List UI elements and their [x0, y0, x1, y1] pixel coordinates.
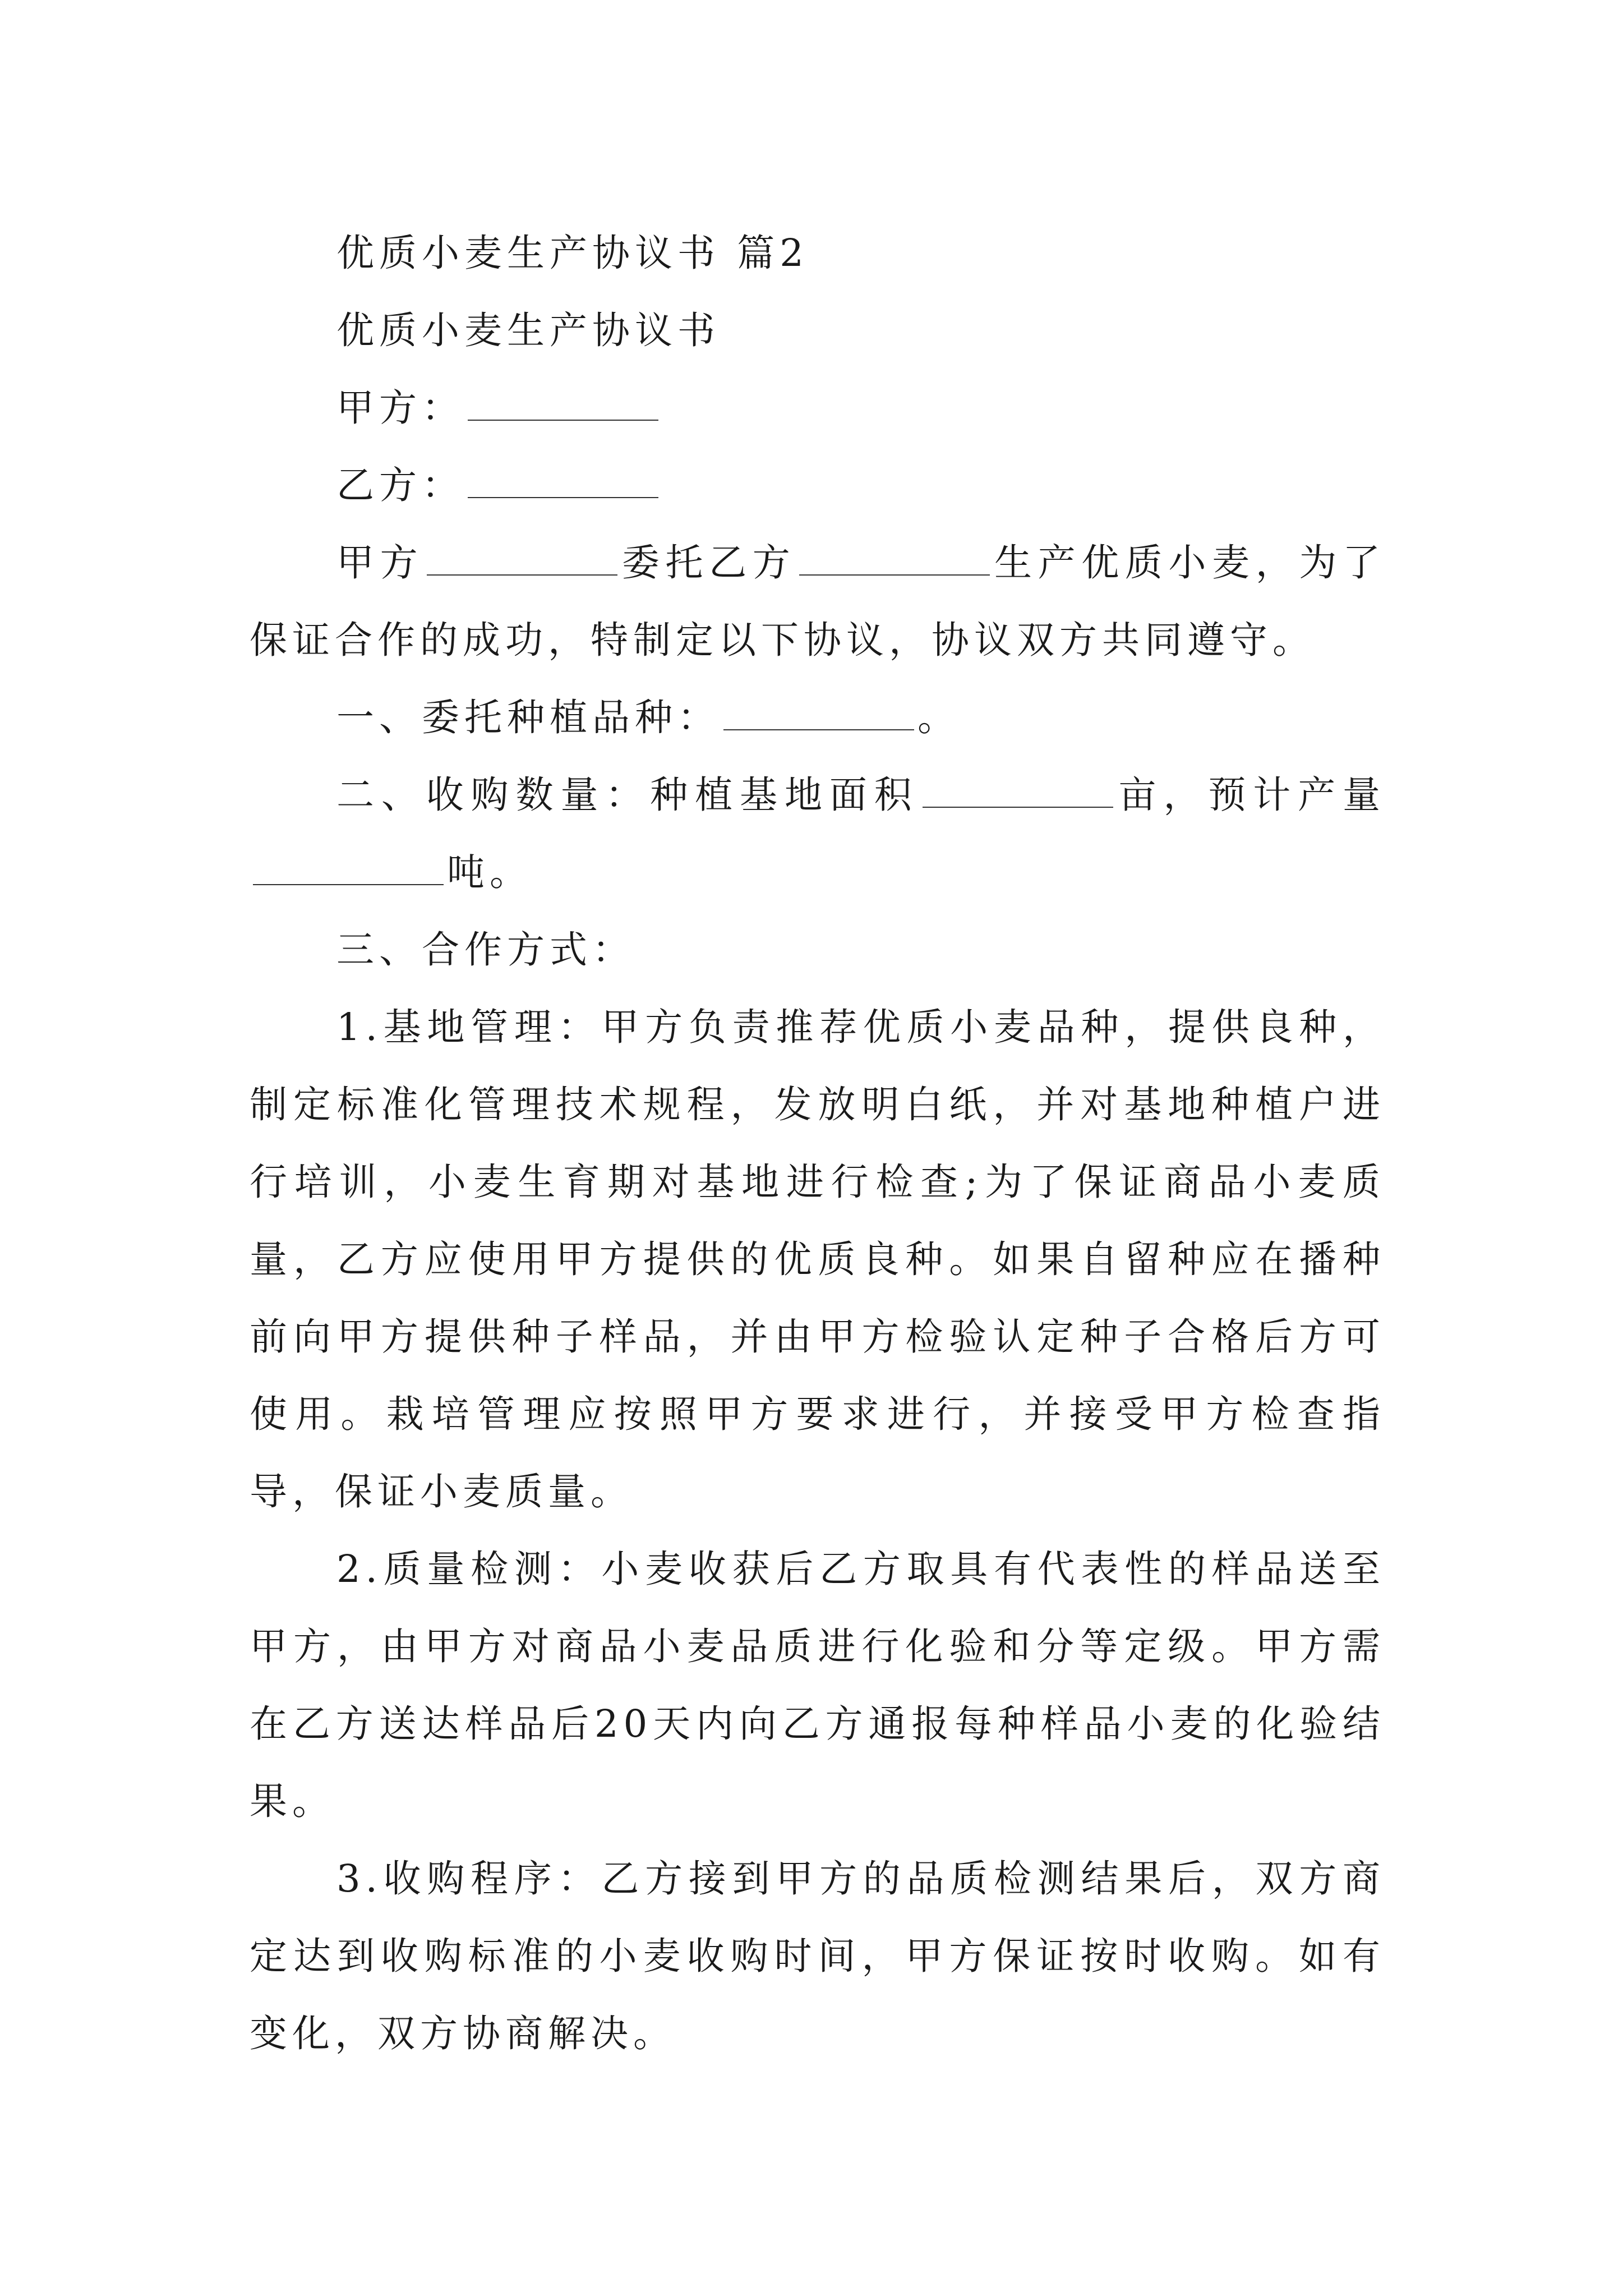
clause-purchase-procedure: 3.收购程序：乙方接到甲方的品质检测结果后，双方商定达到收购标准的小麦收购时间，甲方保证按时收购。如有变化，双方协商解决。 — [250, 1857, 1385, 2055]
intro-text-1: 甲方 — [336, 541, 424, 585]
document-heading-section: 优质小麦生产协议书 篇2 — [336, 231, 809, 275]
party-a-line — [250, 369, 1385, 447]
item-variety-blank — [723, 696, 914, 730]
item-variety-text: 一、委托种植品种： — [336, 696, 720, 739]
item-quantity-area-blank — [923, 773, 1113, 808]
item-quantity-text: 二、收购数量：种植基地面积 — [336, 773, 919, 817]
intro-text-2: 委托乙方 — [621, 541, 796, 585]
intro-blank-b — [799, 541, 990, 576]
document-title: 优质小麦生产协议书 — [336, 309, 720, 352]
item-quantity — [250, 756, 1385, 911]
intro-text-3: 生产优质小麦，为了保证合作的成功，特制定以下协议，协议双方共同遵守。 — [250, 541, 1385, 662]
item-quantity-mid: 亩，预计产量 — [1116, 773, 1386, 817]
intro-paragraph — [250, 524, 1385, 679]
clause-base-management: 1.基地管理：甲方负责推荐优质小麦品种，提供良种，制定标准化管理技术规程，发放明白纸，并对基地种植户进行培训，小麦生育期对基地进行检查;为了保证商品小麦质量，乙方应使用甲方提供的优质良种。如果自留种应在播种前向甲方提供种子样品，并由甲方检验认定种子合格后方可使用。栽培管理应按照甲方要求进行，并接受甲方检查指导，保证小麦质量。 — [250, 1005, 1385, 1513]
clause-quality-testing: 2.质量检测：小麦收获后乙方取具有代表性的样品送至甲方，由甲方对商品小麦品质进行化验和分等定级。甲方需在乙方送达样品后20天内向乙方通报每种样品小麦的化验结果。 — [250, 1547, 1385, 1823]
party-b-line — [250, 447, 1385, 524]
item-quantity-yield-blank — [253, 850, 444, 885]
item-cooperation: 三、合作方式： — [336, 928, 635, 972]
party-b-label: 乙方： — [336, 463, 464, 507]
party-b-blank — [468, 463, 658, 498]
document-body — [250, 214, 1385, 2072]
item-variety — [250, 679, 1385, 756]
party-a-label: 甲方： — [336, 386, 464, 430]
intro-blank-a — [427, 541, 617, 576]
item-quantity-end: 吨。 — [447, 850, 532, 894]
party-a-blank — [468, 386, 658, 421]
item-variety-end: 。 — [917, 696, 960, 739]
